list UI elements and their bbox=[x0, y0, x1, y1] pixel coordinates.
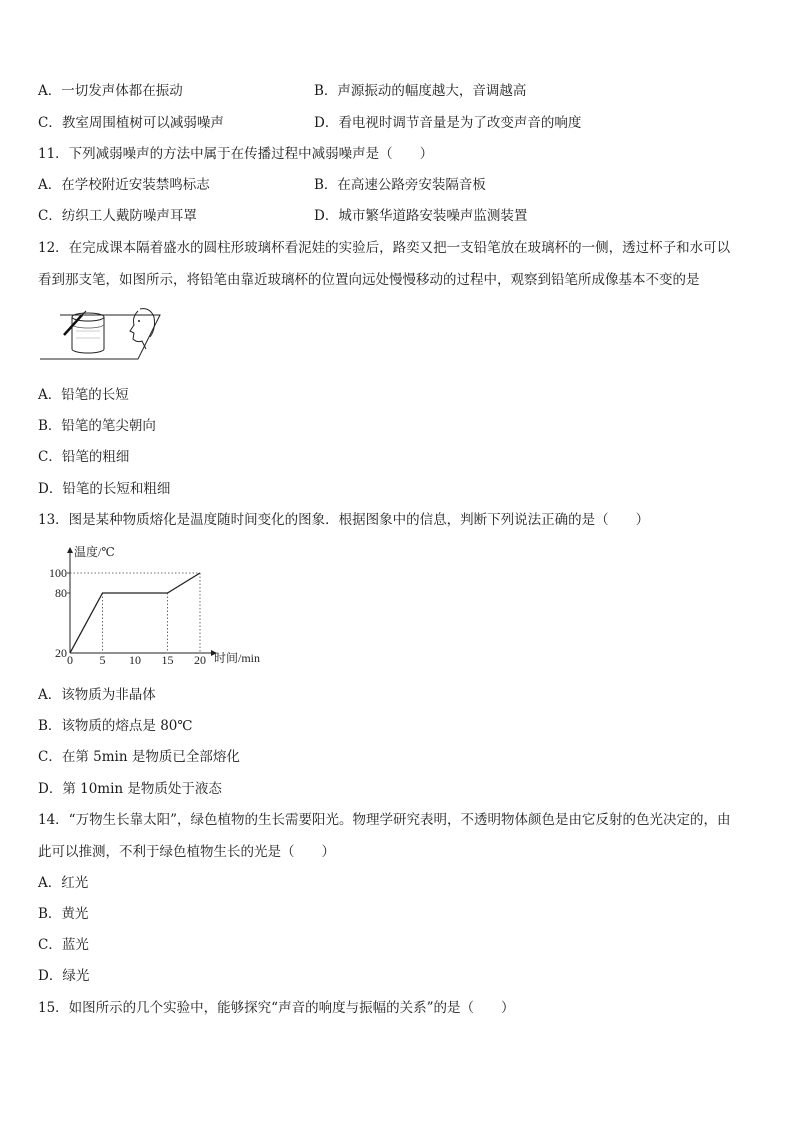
q12-option-d: D．铅笔的长短和粗细 bbox=[38, 481, 171, 497]
q11-option-b: B．在高速公路旁安装隔音板 bbox=[314, 177, 486, 193]
q10-option-a: A．一切发声体都在振动 bbox=[38, 83, 183, 99]
melting-temperature-chart bbox=[38, 542, 268, 670]
y-tick-label: 20 bbox=[55, 646, 67, 660]
x-tick-label: 0 bbox=[67, 653, 73, 667]
q12-option-a: A．铅笔的长短 bbox=[38, 387, 129, 403]
q14-option-b: B．黄光 bbox=[38, 906, 89, 922]
q15-stem: 15．如图所示的几个实验中，能够探究“声音的响度与振幅的关系”的是（ ） bbox=[38, 1000, 515, 1016]
x-tick-label: 5 bbox=[99, 653, 106, 667]
q13-stem: 13．图是某种物质熔化是温度随时间变化的图象．根据图象中的信息，判断下列说法正确的是（ ） bbox=[38, 512, 650, 528]
y-tick-label: 80 bbox=[55, 586, 67, 600]
y-tick-label: 100 bbox=[49, 566, 67, 580]
q14-option-a: A．红光 bbox=[38, 875, 89, 891]
q10-option-c: C．教室周围植树可以减弱噪声 bbox=[38, 115, 224, 131]
q11-option-c: C．纺织工人戴防噪声耳罩 bbox=[38, 208, 197, 224]
q13-option-a: A．该物质为非晶体 bbox=[38, 687, 156, 703]
x-tick-label: 15 bbox=[161, 653, 174, 667]
q12-option-c: C．铅笔的粗细 bbox=[38, 449, 130, 465]
q11-stem: 11．下列减弱噪声的方法中属于在传播过程中减弱噪声是（ ） bbox=[38, 146, 434, 162]
q13-option-c: C．在第 5min 是物质已全部熔化 bbox=[38, 749, 240, 765]
q14-stem-line1: 14．“万物生长靠太阳”，绿色植物的生长需要阳光。物理学研究表明，不透明物体颜色是由它反射的色光决定的，由 bbox=[38, 812, 731, 828]
q10-option-b: B．声源振动的幅度越大，音调越高 bbox=[314, 83, 527, 99]
q11-option-d: D．城市繁华道路安装噪声监测装置 bbox=[314, 208, 528, 224]
q12-stem-line1: 12．在完成课本隔着盛水的圆柱形玻璃杯看泥娃的实验后，路奕又把一支铅笔放在玻璃杯的一侧，透过杯子和水可以 bbox=[38, 240, 731, 256]
q13-option-b: B．该物质的熔点是 80℃ bbox=[38, 718, 193, 734]
x-tick-label: 20 bbox=[194, 653, 206, 667]
y-axis-label: 温度/℃ bbox=[74, 545, 115, 559]
q14-option-d: D．绿光 bbox=[38, 968, 90, 984]
q12-stem-line2: 看到那支笔，如图所示，将铅笔由靠近玻璃杯的位置向远处慢慢移动的过程中，观察到铅笔所成像基本不变的是 bbox=[38, 272, 700, 288]
x-axis-label: 时间/min bbox=[214, 651, 261, 665]
q14-stem-line2: 此可以推测，不利于绿色植物生长的光是（ ） bbox=[38, 844, 335, 860]
q10-option-d: D．看电视时调节音量是为了改变声音的响度 bbox=[314, 115, 582, 131]
q12-option-b: B．铅笔的笔尖朝向 bbox=[38, 418, 156, 434]
temperature-series-line bbox=[70, 573, 200, 653]
x-tick-label: 10 bbox=[129, 653, 141, 667]
q12-glass-pencil-figure bbox=[38, 305, 162, 367]
q14-option-c: C．蓝光 bbox=[38, 937, 89, 953]
q13-option-d: D．第 10min 是物质处于液态 bbox=[38, 781, 222, 797]
q11-option-a: A．在学校附近安装禁鸣标志 bbox=[38, 177, 210, 193]
